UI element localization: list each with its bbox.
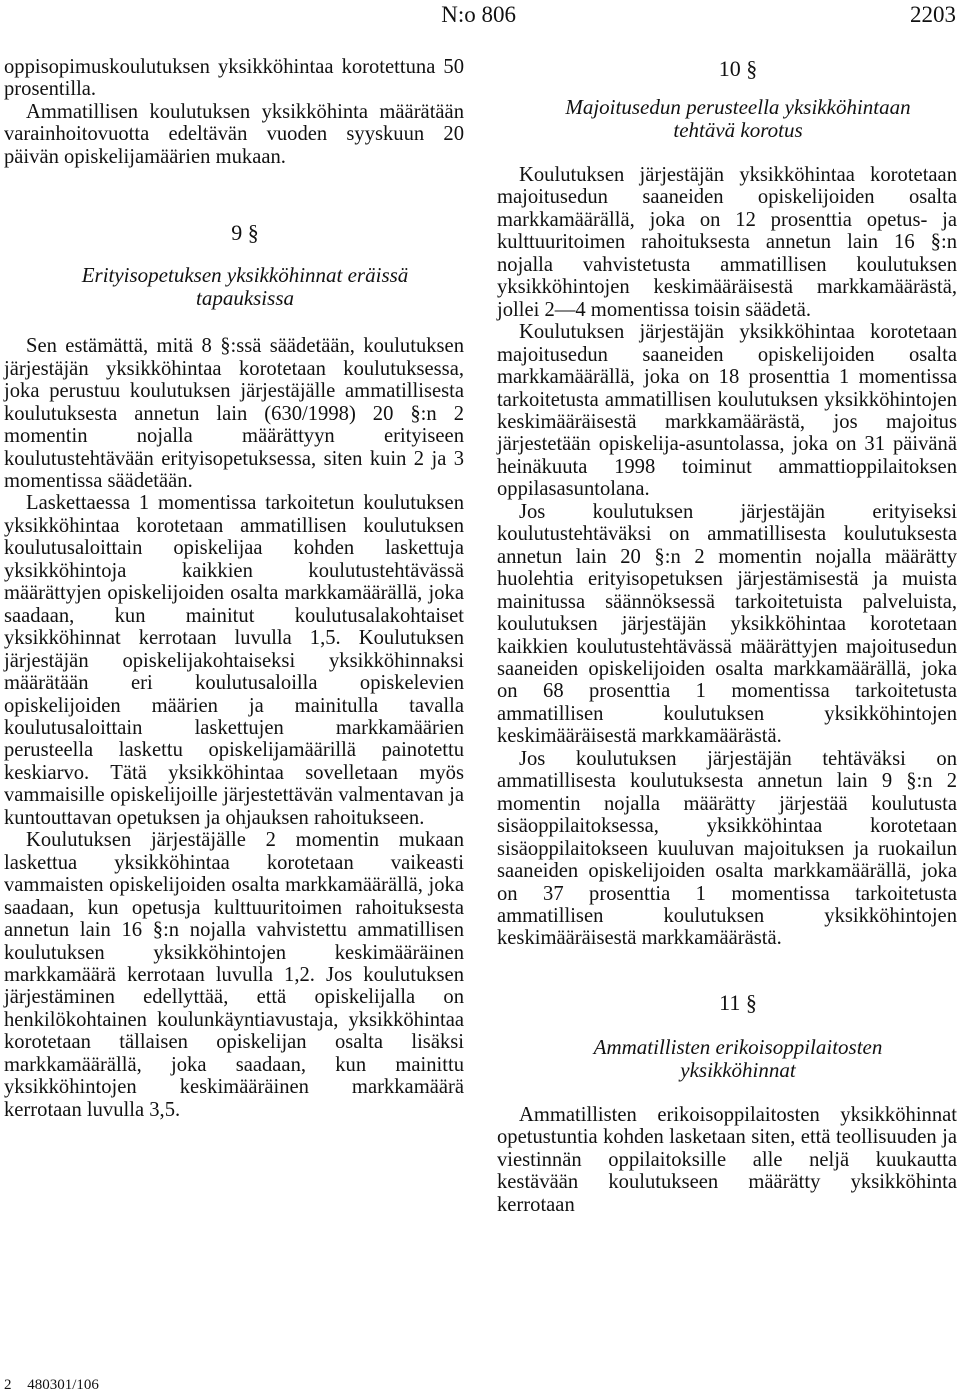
paragraph: Sen estämättä, mitä 8 §:ssä säädetään, koulutuksen järjestäjän yksikköhintaa korotetaan koulutuksessa, joka perustuu koulutuksen järjestäjälle ammatillisesta koulutuksesta annetun lain (630/1998) 20 §:n 2 momentin nojalla määrättyyn erityiseen koulutustehtävään erityisopetuksessa, siten kuin 2 ja 3 momentissa säädetään. <box>4 335 464 492</box>
section-number: 9 § <box>231 220 259 246</box>
spacer <box>497 82 957 96</box>
paragraph: Koulutuksen järjestäjän yksikköhintaa korotetaan majoitusedun saaneiden opiskelijoiden osalta markkamäärällä, joka on 18 prosenttia 1 momentissa tarkoitetusta ammatillisen koulutuksen yksikköhintojen keskimääräisestä markkamäärästä, jos majoitus järjestetään opiskelija-asuntolassa, joka on 31 päivänä heinäkuuta 1998 toiminut ammattioppilaitoksen oppilasasuntolana. <box>497 321 957 501</box>
section-title: tapauksissa <box>195 286 294 311</box>
print-code: 480301/106 <box>27 1377 99 1393</box>
page-footer <box>4 1376 111 1394</box>
section-title: Erityisopetuksen yksikköhinnat eräissä <box>81 263 409 288</box>
spacer <box>4 310 464 335</box>
section-title: tehtävä korotus <box>673 118 803 142</box>
paragraph: Ammatillisten erikoisoppilaitosten yksikköhinnat opetustuntia kohden lasketaan siten, että teollisuuden ja viestinnän oppilaitoksille alle neljä kuukautta kestävään koulutukseen määrätty yksikköhinta kerrotaan <box>497 1103 957 1216</box>
paragraph: Laskettaessa 1 momentissa tarkoitetun koulutuksen yksikköhintaa korotetaan ammatillisen koulutuksen koulutusaloittain opiskelijaa kohden laskettuja yksikköhintoja kaikkien koulutustehtävässä määrättyjen opiskelijoiden osalta markkamäärällä, joka saadaan, kun mainitut koulutusalakohtaiset yksikköhinnat kerrotaan luvulla 1,5. Koulutuksen järjestäjän opiskelijakohtaiseksi yksikköhinnaksi määrätään eri koulutusaloilla opiskelevien opiskelijoiden määrien ja mainitulla tavalla koulutusaloittain laskettujen markkamäärien perusteella laskettu opiskelijamäärillä painotettu keskiarvo. Tätä yksikköhintaa sovelletaan myös vammaisille opiskelijoille järjestettävän valmentavan ja kuntouttavan opetuksen ja ohjauksen rahoitukseen. <box>4 492 464 829</box>
paragraph: Jos koulutuksen järjestäjän tehtäväksi on ammatillisesta koulutuksesta annetun lain 9 §:n 2 momentin nojalla määrätty järjestää koulutusta sisäoppilaitoksessa, yksikköhintaa korotetaan sisäoppilaitokseen kuuluvan majoituksen ja ruokailun saaneiden opiskelijoiden osalta markkamäärällä, joka on 37 prosenttia 1 momentissa tarkoitetusta ammatillisen koulutuksen yksikköhintojen keskimääräisestä markkamäärästä. <box>497 747 957 950</box>
paragraph: Koulutuksen järjestäjälle 2 momentin mukaan laskettua yksikköhintaa korotetaan vaikeasti vammaisten opiskelijoiden osalta markkamäärällä, joka saadaan, kun opetusja kulttuuritoimen rahoituksesta annetun lain 16 §:n nojalla vahvistettu ammatillisen koulutuksen yksikköhintojen keskimääräinen markkamäärä kerrotaan luvulla 1,2. Jos koulutuksen järjestäminen edellyttää, että opiskelijalla on henkilökohtainen koulunkäyntiavustaja, yksikköhintaa korotetaan tällaisen opiskelijan osalta lisäksi markkamäärällä, joka saadaan, kun mainittu yksikköhintojen keskimääräinen markkamäärä kerrotaan luvulla 3,5. <box>4 829 464 1121</box>
paragraph: Ammatillisen koulutuksen yksikköhinta määrätään varainhoitovuotta edeltävän vuoden syyskuun 20 päivän opiskelijamäärien mukaan. <box>4 100 464 168</box>
section-title: Majoitusedun perusteella yksikköhintaan <box>565 95 911 119</box>
spacer <box>497 1016 957 1036</box>
section-number: 10 § <box>718 56 758 81</box>
section-number: 11 § <box>719 989 757 1015</box>
spacer <box>497 950 957 990</box>
section-title: yksikköhinnat <box>680 1057 796 1082</box>
paragraph: Jos koulutuksen järjestäjän erityiseksi koulutustehtäväksi on ammatillisesta koulutuksesta annetun lain 20 §:n 2 momentin nojalla määrätty huolehtia erityisopetuksen järjestämisestä ja muista mainitussa säännöksessä tarkoitetuista palveluista, koulutuksen järjestäjän yksikköhintaa korotetaan kaikkien koulutustehtävässä määrättyjen majoitusedun saaneiden opiskelijoiden osalta markkamäärällä, joka on 68 prosenttia 1 momentissa tarkoitetusta ammatillisen koulutuksen yksikköhintojen keskimääräisestä markkamäärästä. <box>497 500 957 748</box>
spacer <box>497 1082 957 1104</box>
spacer <box>497 142 957 164</box>
right-column <box>497 56 957 1216</box>
spacer <box>4 168 464 220</box>
page-number: 2203 <box>910 2 956 27</box>
left-column <box>4 56 464 1121</box>
spacer <box>4 246 464 264</box>
continued-paragraph: oppisopimuskoulutuksen yksikköhintaa korotettuna 50 prosentilla. <box>4 56 464 101</box>
paragraph: Koulutuksen järjestäjän yksikköhintaa korotetaan majoitusedun saaneiden opiskelijoiden osalta markkamäärällä, joka on 12 prosenttia opetus- ja kulttuuritoimen rahoituksesta annetun lain 16 §:n nojalla vahvistetusta ammatillisen koulutuksen yksikköhintojen keskimääräisestä markkamäärästä, jollei 2—4 momentissa toisin säädetä. <box>497 164 957 321</box>
sheet-number: 2 <box>4 1377 12 1393</box>
issue-number: N:o 806 <box>441 2 516 27</box>
section-title: Ammatillisten erikoisoppilaitosten <box>593 1034 883 1059</box>
page-header <box>441 0 956 30</box>
